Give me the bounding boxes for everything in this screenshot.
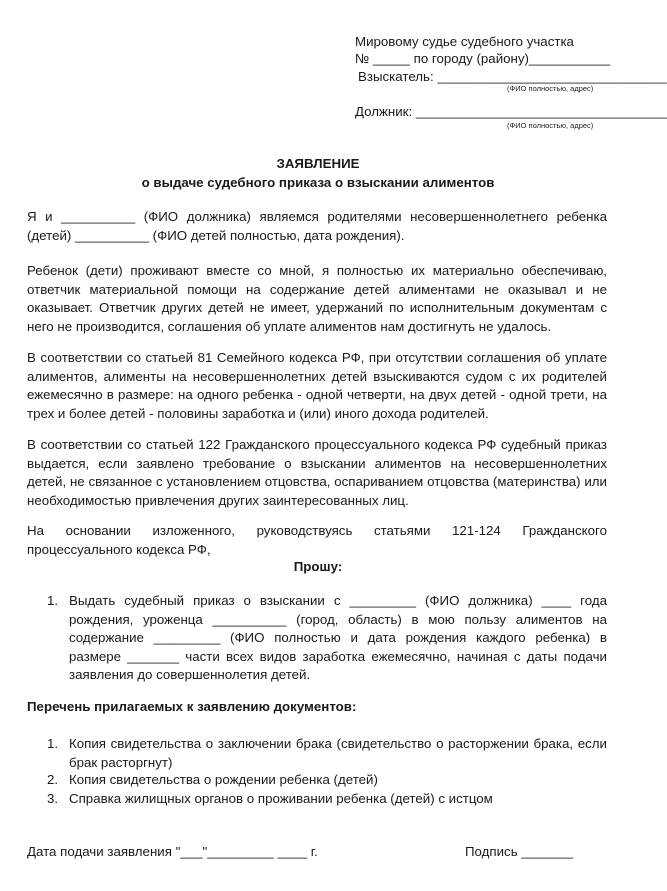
- list-text: Копия свидетельства о рождении ребенка (детей): [69, 772, 378, 787]
- list-text: Справка жилищных органов о проживании ребенка (детей) с истцом: [69, 791, 493, 806]
- paragraph-grounds: На основании изложенного, руководствуясь статьями 121-124 Гражданского процессуального кодекса РФ,: [27, 523, 607, 557]
- document-item: [47, 771, 607, 790]
- document-subtitle: о выдаче судебного приказа о взыскании алиментов: [141, 175, 495, 190]
- list-number: 1.: [47, 593, 59, 608]
- list-number: 1.: [47, 736, 59, 751]
- list-text: Копия свидетельства о заключении брака (свидетельство о расторжении брака, если брак расторгнут): [69, 736, 607, 770]
- request-item: [47, 592, 607, 685]
- claimant-field: Взыскатель: _______________________________: [358, 69, 667, 84]
- list-number: 3.: [47, 791, 59, 806]
- paragraph-residence: Ребенок (дети) проживают вместе со мной, я полностью их материально обеспечиваю, ответчик материальной помощи на содержание детей алиментами не оказывал и не оказывает. Ответчик других детей не имеет, удержаний по исполнительным документам с него не производится, соглашения об уплате алиментов нам достигнуть не удалось.: [27, 263, 607, 334]
- paragraph-article-122: В соответствии со статьей 122 Гражданского процессуального кодекса РФ судебный приказ выдается, если заявлено требование о взыскании алиментов на несовершеннолетних детей, не связанное с установлением отцовства, оспариванием отцовства (материнства) или необходимостью привлечения других заинтересованных лиц.: [27, 437, 607, 508]
- court-addressee: Мировому судье судебного участка: [355, 34, 574, 49]
- document-item: [47, 790, 607, 809]
- court-district: № _____ по городу (району)___________: [355, 51, 611, 66]
- documents-heading: Перечень прилагаемых к заявлению документов:: [27, 699, 357, 714]
- signature-field: Подпись _______: [465, 844, 574, 859]
- list-number: 2.: [47, 772, 59, 787]
- debtor-field: Должник: __________________________________: [355, 104, 667, 119]
- paragraph-parents: Я и __________ (ФИО должника) являемся родителями несовершеннолетнего ребенка (детей) __________ (ФИО детей полностью, дата рождения).: [27, 209, 607, 243]
- document-item: [47, 735, 607, 772]
- list-text: Выдать судебный приказ о взыскании с _________ (ФИО должника) ____ года рождения, уроженца __________ (город, область) в мою пользу алиментов на содержание _________ (ФИО полностью и дата рождения каждого ребенка) в размере _______ части всех видов заработка ежемесячно, начиная с даты подачи заявления до совершеннолетия детей.: [69, 593, 607, 683]
- document-title: ЗАЯВЛЕНИЕ: [276, 156, 360, 171]
- debtor-note: (ФИО полностью, адрес): [507, 121, 594, 130]
- filing-date-field: Дата подачи заявления "___"_________ ____ г.: [27, 844, 318, 859]
- paragraph-article-81: В соответствии со статьей 81 Семейного кодекса РФ, при отсутствии соглашения об уплате алиментов, алименты на несовершеннолетних детей взыскиваются судом с их родителей ежемесячно в размере: на одного ребенка - одной четверти, на двух детей - одной трети, на трех и более детей - половины заработка и (или) иного дохода родителей.: [27, 350, 607, 421]
- request-heading: Прошу:: [293, 559, 343, 574]
- claimant-note: (ФИО полностью, адрес): [507, 84, 594, 93]
